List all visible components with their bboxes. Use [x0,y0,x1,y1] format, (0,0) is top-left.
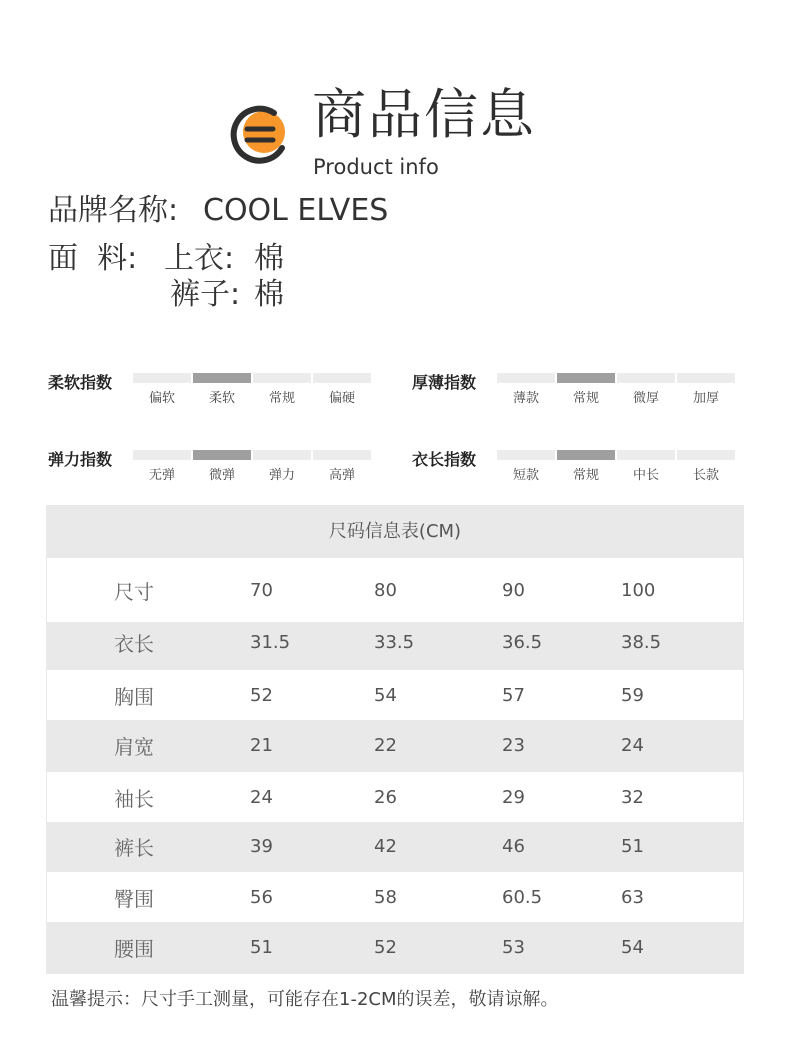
top-fabric-label: 上衣: [164,241,235,276]
index-bar [313,373,371,383]
size-table-title: 尺码信息表(CM) [328,521,462,542]
index-label: 弹力指数 [48,450,113,469]
page-subtitle: Product info [313,155,439,179]
table-row [47,720,743,770]
table-cell: 23 [502,734,525,756]
pants-fabric-label: 裤子: [170,277,241,312]
table-row [47,922,743,972]
table-cell: 51 [621,835,644,857]
index-option: 偏硬 [328,391,355,406]
table-cell: 26 [374,786,397,808]
table-cell: 100 [621,579,656,601]
table-row [47,772,743,822]
index-bar-selected [193,373,251,383]
row-label: 胸围 [114,684,154,709]
table-cell: 90 [502,579,525,601]
table-cell: 53 [502,936,525,958]
table-cell: 54 [374,684,397,706]
index-bar [253,450,311,460]
table-cell: 54 [621,936,644,958]
fabric-label: 面 料: [48,241,138,276]
index-bar-selected [193,450,251,460]
index-option: 中长 [632,468,659,483]
product-info-logo-icon [230,104,294,168]
index-option: 加厚 [692,391,719,406]
index-bar [677,450,735,460]
row-label: 尺寸 [114,579,154,604]
index-option: 无弹 [148,468,175,483]
table-cell: 32 [621,786,644,808]
table-cell: 33.5 [374,631,415,653]
table-cell: 24 [621,734,644,756]
table-cell: 58 [374,886,397,908]
table-cell: 80 [374,579,397,601]
table-cell: 21 [250,734,273,756]
index-label: 衣长指数 [412,450,477,469]
index-option: 薄款 [512,391,539,406]
row-label: 臀围 [114,886,154,911]
table-cell: 63 [621,886,644,908]
index-bar [313,450,371,460]
table-row [47,670,743,720]
index-bar-selected [557,450,615,460]
table-cell: 22 [374,734,397,756]
index-option: 常规 [268,391,295,406]
table-cell: 24 [250,786,273,808]
size-table [46,505,744,974]
table-cell: 52 [374,936,397,958]
page-title: 商品信息 [312,83,536,146]
index-option: 高弹 [328,468,355,483]
table-cell: 60.5 [502,886,543,908]
table-cell: 31.5 [250,631,291,653]
table-cell: 36.5 [502,631,543,653]
table-row [47,558,743,622]
index-bar-selected [557,373,615,383]
index-bar [133,373,191,383]
row-label: 裤长 [114,835,154,860]
table-cell: 42 [374,835,397,857]
table-cell: 46 [502,835,525,857]
table-cell: 57 [502,684,525,706]
table-cell: 56 [250,886,273,908]
table-cell: 29 [502,786,525,808]
index-bar [617,450,675,460]
index-bar [253,373,311,383]
table-cell: 39 [250,835,273,857]
row-label: 衣长 [114,631,154,656]
row-label: 肩宽 [114,734,154,759]
pants-fabric-value: 棉 [254,277,284,312]
index-bar [497,373,555,383]
brand-value: COOL ELVES [203,193,389,228]
index-bar [617,373,675,383]
index-option: 柔软 [208,391,235,406]
table-row [47,872,743,922]
table-cell: 59 [621,684,644,706]
index-option: 短款 [512,468,539,483]
table-cell: 52 [250,684,273,706]
index-option: 常规 [572,468,599,483]
index-bar [133,450,191,460]
table-cell: 51 [250,936,273,958]
brand-label: 品牌名称: [48,193,179,228]
top-fabric-value: 棉 [254,241,284,276]
index-bar [497,450,555,460]
index-option: 微厚 [632,391,659,406]
index-bar [677,373,735,383]
row-label: 腰围 [114,936,154,961]
index-option: 长款 [692,468,719,483]
index-option: 弹力 [268,468,295,483]
measurement-note: 温馨提示：尺寸手工测量，可能存在1-2CM的误差，敬请谅解。 [51,989,559,1010]
table-row [47,617,743,667]
table-cell: 70 [250,579,273,601]
index-option: 偏软 [148,391,175,406]
index-option: 微弹 [208,468,235,483]
index-label: 柔软指数 [48,373,113,392]
index-option: 常规 [572,391,599,406]
index-label: 厚薄指数 [412,373,477,392]
row-label: 袖长 [114,786,154,811]
table-row [47,821,743,871]
table-cell: 38.5 [621,631,662,653]
